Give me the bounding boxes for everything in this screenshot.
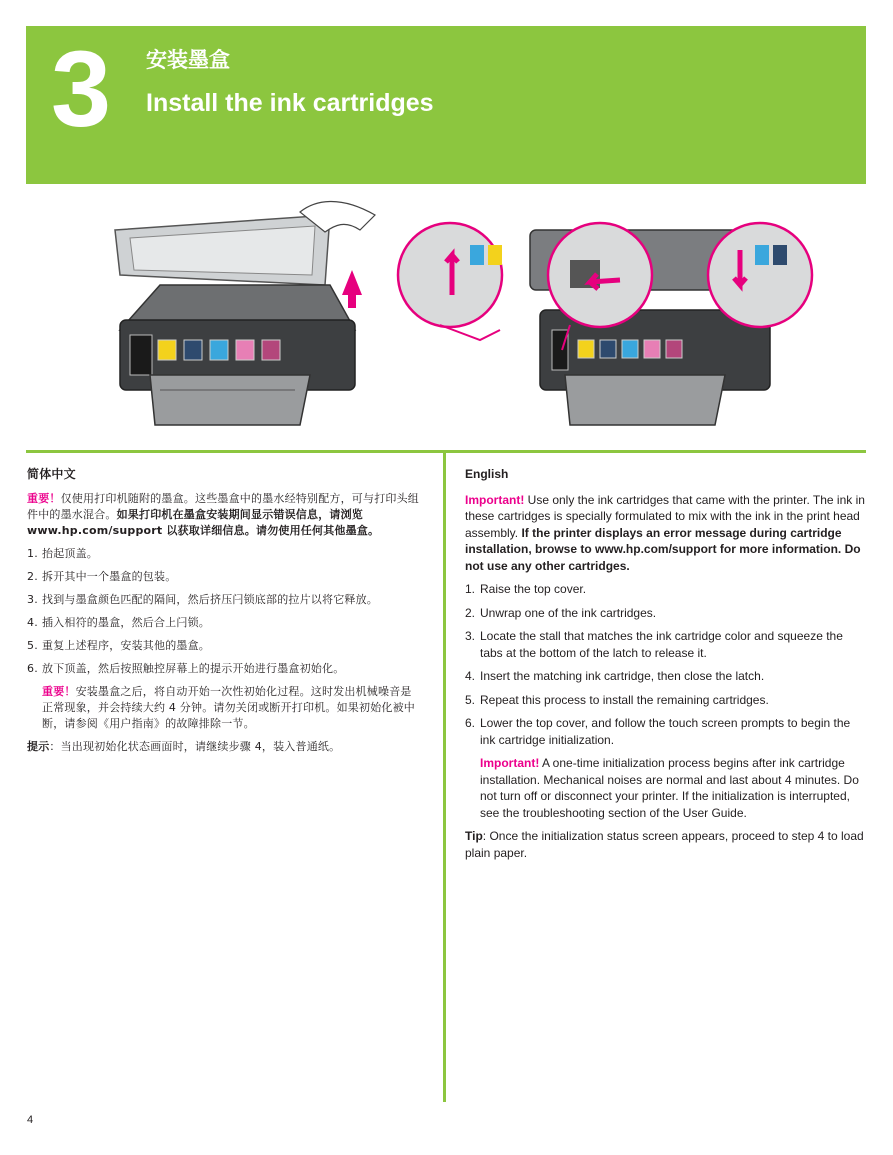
list-item: 6. Lower the top cover, and follow the touch screen prompts to begin the ink cartridge initialization. xyxy=(465,716,851,747)
list-item: 4. 插入相符的墨盒，然后合上闩锁。 xyxy=(27,616,210,629)
tip-text: : Once the initialization status screen appears, proceed to step 4 to load plain paper. xyxy=(465,829,864,860)
english-note xyxy=(480,755,866,821)
english-steps-list xyxy=(465,581,866,748)
note-label: Important! xyxy=(480,756,540,770)
note-text: A one-time initialization process begins after ink cartridge installation. Mechanical noises are normal and last about 4 minutes. Do not turn off or disconnect your printer. If the initialization is interrupted, see the troubleshooting section of the User Guide. xyxy=(480,756,859,820)
chinese-important-paragraph xyxy=(27,491,422,539)
tip-label: Tip xyxy=(465,829,483,843)
zoom-detail-1 xyxy=(398,223,502,327)
list-item: 5. 重复上述程序，安装其他的墨盒。 xyxy=(27,639,210,652)
english-heading: English xyxy=(465,467,509,481)
important-label: 重要！ xyxy=(27,492,61,505)
title-chinese: 安装墨盒 xyxy=(146,48,230,72)
list-item: 1. 抬起顶盖。 xyxy=(27,547,98,560)
printer-open-lid-image xyxy=(115,201,375,425)
important-bold-text: 如果打印机在墨盒安装期间显示错误信息，请浏览 www.hp.com/support 以获取详细信息。请勿使用任何其他墨盒。 xyxy=(27,508,380,537)
english-tip xyxy=(465,828,866,861)
tip-text: ：当出现初始化状态画面时，请继续步骤 4，装入普通纸。 xyxy=(49,740,341,753)
list-item: 2. 拆开其中一个墨盒的包装。 xyxy=(27,570,177,583)
zoom-detail-3 xyxy=(708,223,812,327)
list-item: 3. Locate the stall that matches the ink cartridge color and squeeze the tabs at the bottom of the latch to release it. xyxy=(465,629,843,660)
important-text: 仅使用打印机随附的墨盒。这些墨盒中的墨水经特别配方，可与打印头组件中的墨水混合。 xyxy=(27,492,420,521)
note-text: 安装墨盒之后，将自动开始一次性初始化过程。这时发出机械噪音是正常现象，并会持续大约 4 分钟。请勿关闭或断开打印机。如果初始化被中断，请参阅《用户指南》的故障排除一节。 xyxy=(42,685,415,730)
list-item: 1. Raise the top cover. xyxy=(465,582,587,596)
chinese-steps-list xyxy=(27,546,422,677)
chinese-tip xyxy=(27,739,422,755)
list-item: 2. Unwrap one of the ink cartridges. xyxy=(465,605,657,620)
page-number: 4 xyxy=(27,1114,34,1126)
tip-label: 提示 xyxy=(27,740,50,753)
header-banner xyxy=(26,26,866,184)
note-label: 重要！ xyxy=(42,685,76,698)
list-item: 6. 放下顶盖，然后按照触控屏幕上的提示开始进行墨盒初始化。 xyxy=(27,662,345,675)
important-label: Important! xyxy=(465,492,525,507)
english-column xyxy=(465,466,866,868)
list-item: 3. 找到与墨盒颜色匹配的隔间，然后挤压闩锁底部的拉片以将它释放。 xyxy=(27,593,378,606)
important-bold-text: If the printer displays an error message during cartridge installation, browse to www.hp.com/support for more information. Do not use any other cartridges. xyxy=(465,525,861,573)
up-arrow-icon xyxy=(342,270,362,308)
horizontal-divider xyxy=(26,450,866,453)
list-item: 5. Repeat this process to install the remaining cartridges. xyxy=(465,692,769,707)
zoom-detail-2 xyxy=(548,223,652,327)
chinese-heading: 简体中文 xyxy=(27,467,76,481)
important-text: Use only the ink cartridges that came with the printer. The ink in these cartridges is specially formulated to mix with the ink in the print head assembly. xyxy=(465,492,865,540)
chinese-column xyxy=(27,466,422,762)
list-item: 4. Insert the matching ink cartridge, then close the latch. xyxy=(465,669,765,683)
english-important-paragraph xyxy=(465,492,866,575)
vertical-divider xyxy=(443,450,446,1102)
chinese-note xyxy=(42,684,422,732)
title-english: Install the ink cartridges xyxy=(146,89,434,117)
printer-illustration xyxy=(100,190,840,435)
step-number: 3 xyxy=(50,28,112,149)
